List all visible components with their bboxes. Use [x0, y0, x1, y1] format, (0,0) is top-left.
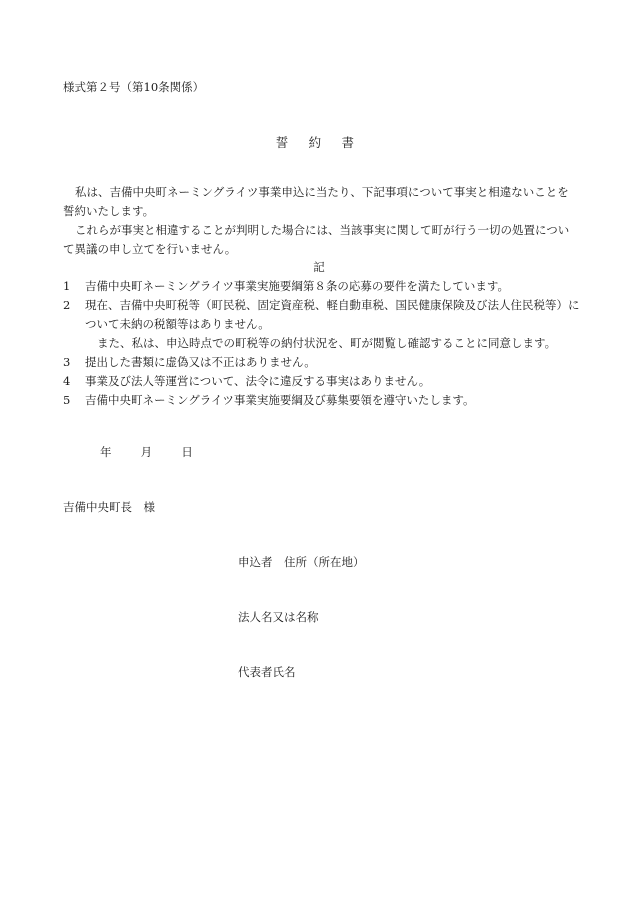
item-text: 吉備中央町ネーミングライツ事業実施要綱第８条の応募の要件を満たしています。 [85, 279, 510, 293]
item-number: 3 [63, 355, 71, 369]
form-number: 様式第２号（第10条関係） [63, 80, 205, 94]
pledge-paragraph: これらが事実と相違することが判明した場合には、当該事実に関して町が行う一切の処置について異議の申し立てを行いません。 [63, 223, 570, 256]
pledge-paragraph: 私は、吉備中央町ネーミングライツ事業申込に当たり、下記事項について事実と相違ないことを誓約いたします。 [63, 185, 569, 218]
applicant-address-label: 申込者 住所（所在地） [238, 555, 365, 569]
item-number: 4 [63, 374, 71, 388]
pledge-item [63, 277, 583, 296]
pledge-items [63, 277, 583, 410]
item-sub-text: また、私は、申込時点での町税等の納付状況を、町が閲覧し確認することに同意します。 [97, 336, 557, 350]
date-month: 月 [140, 445, 153, 459]
pledge-item [63, 296, 583, 334]
item-number: 5 [63, 393, 71, 407]
title-char: 書 [341, 135, 355, 150]
pledge-item [63, 391, 583, 410]
date-day: 日 [181, 445, 193, 459]
item-text: 事業及び法人等運営について、法令に違反する事実はありません。 [85, 374, 431, 388]
pledge-body [63, 183, 573, 259]
addressee: 吉備中央町長 様 [63, 500, 155, 514]
item-text: 吉備中央町ネーミングライツ事業実施要綱及び募集要領を遵守いたします。 [85, 393, 475, 407]
title-char: 誓 [275, 135, 289, 150]
item-text: 提出した書類に虚偽又は不正はありません。 [85, 355, 316, 369]
ki-heading: 記 [313, 260, 325, 274]
pledge-item [63, 372, 583, 391]
corporate-name-label: 法人名又は名称 [238, 610, 319, 624]
item-number: 1 [63, 279, 71, 293]
item-number: 2 [63, 298, 71, 312]
date-year: 年 [100, 445, 112, 459]
date-line [100, 443, 193, 462]
item-text: 現在、吉備中央町税等（町民税、固定資産税、軽自動車税、国民健康保険及び法人住民税等）について未納の税額等はありません。 [85, 298, 580, 331]
pledge-item [63, 353, 583, 372]
title-char: 約 [308, 135, 322, 150]
representative-name-label: 代表者氏名 [238, 665, 296, 679]
document-title [0, 133, 630, 152]
